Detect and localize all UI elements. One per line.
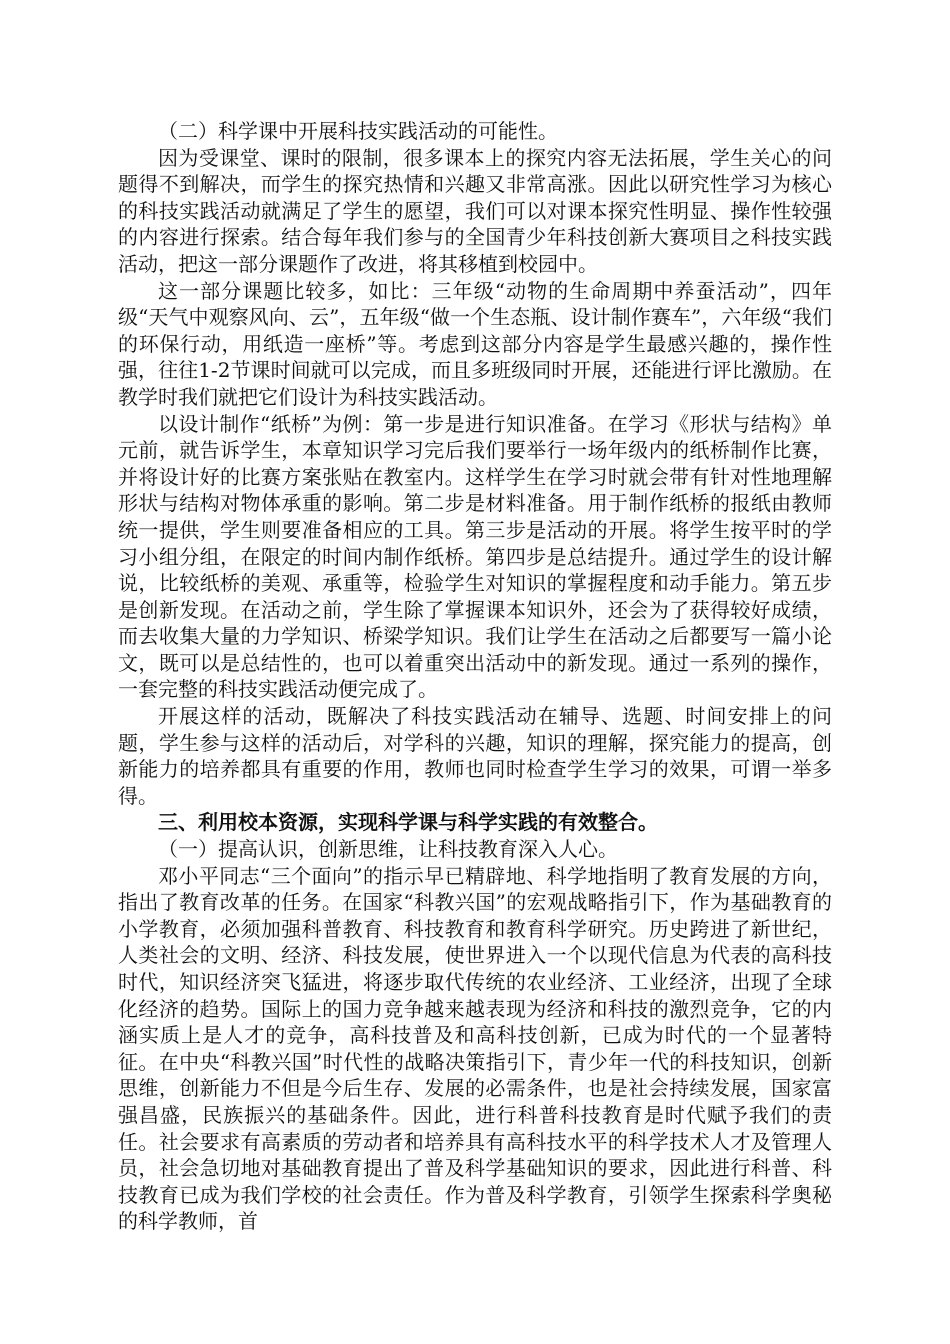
paragraph-topic-examples: 这一部分课题比较多，如比：三年级“动物的生命周期中养蚕活动”，四年级“天气中观察风向、云”，五年级“做一个生态瓶、设计制作赛车”，六年级“我们的环保行动，用纸造一座桥”等。考虑到这部分内容是学生最感兴趣的，操作性强，往往1-2节课时间就可以完成，而且多班级同时开展，还能进行评比激励。在教学时我们就把它们设计为科技实践活动。 bbox=[118, 278, 832, 409]
document-page bbox=[118, 118, 832, 1235]
paragraph-classroom-limits: 因为受课堂、课时的限制，很多课本上的探究内容无法拓展，学生关心的问题得不到解决，而学生的探究热情和兴趣又非常高涨。因此以研究性学习为核心的科技实践活动就满足了学生的愿望，我们可以对课本探究性明显、操作性较强的内容进行探索。结合每年我们参与的全国青少年科技创新大赛项目之科技实践活动，把这一部分课题作了改进，将其移植到校园中。 bbox=[118, 145, 832, 276]
paragraph-activity-benefits: 开展这样的活动，既解决了科技实践活动在辅导、选题、时间安排上的问题，学生参与这样的活动后，对学科的兴趣，知识的理解，探究能力的提高，创新能力的培养都具有重要的作用，教师也同时检查学生学习的效果，可谓一举多得。 bbox=[118, 704, 832, 808]
subheading-possibility: （二）科学课中开展科技实践活动的可能性。 bbox=[158, 119, 558, 143]
subheading-raise-awareness: （一）提高认识，创新思维，让科技教育深入人心。 bbox=[158, 837, 618, 862]
paragraph-three-orientations: 邓小平同志“三个面向”的指示早已精辟地、科学地指明了教育发展的方向，指出了教育改革的任务。在国家“科教兴国”的宏观战略指引下，作为基础教育的小学教育，必须加强科普教育、科技教育和教育科学研究。历史跨进了新世纪，人类社会的文明、经济、科技发展，使世界进入一个以现代信息为代表的高科技时代，知识经济突飞猛进，将逐步取代传统的农业经济、工业经济，出现了全球化经济的趋势。国际上的国力竞争越来越表现为经济和科技的激烈竞争，它的内涵实质上是人才的竞争，高科技普及和高科技创新，已成为时代的一个显著特征。在中央“科教兴国”时代性的战略决策指引下，青少年一代的科技知识，创新思维，创新能力不但是今后生存、发展的必需条件，也是社会持续发展，国家富强昌盛，民族振兴的基础条件。因此，进行科普科技教育是时代赋予我们的责任。社会要求有高素质的劳动者和培养具有高科技水平的科学技术人才及管理人员，社会急切地对基础教育提出了普及科学基础知识的要求，因此进行科普、科技教育已成为我们学校的社会责任。作为普及科学教育，引领学生探索科学奥秘的科学教师，首 bbox=[118, 863, 832, 1234]
paragraph-paper-bridge-example: 以设计制作“纸桥”为例：第一步是进行知识准备。在学习《形状与结构》单元前，就告诉学生，本章知识学习完后我们要举行一场年级内的纸桥制作比赛，并将设计好的比赛方案张贴在教室内。这样学生在学习时就会带有针对性地理解形状与结构对物体承重的影响。第二步是材料准备。用于制作纸桥的报纸由教师统一提供，学生则要准备相应的工具。第三步是活动的开展。将学生按平时的学习小组分组，在限定的时间内制作纸桥。第四步是总结提升。通过学生的设计解说，比较纸桥的美观、承重等，检验学生对知识的掌握程度和动手能力。第五步是创新发现。在活动之前，学生除了掌握课本知识外，还会为了获得较好成绩，而去收集大量的力学知识、桥梁学知识。我们让学生在活动之后都要写一篇小论文，既可以是总结性的，也可以着重突出活动中的新发现。通过一系列的操作，一套完整的科技实践活动便完成了。 bbox=[118, 411, 832, 702]
section-heading-three: 三、利用校本资源，实现科学课与科学实践的有效整合。 bbox=[158, 810, 658, 835]
